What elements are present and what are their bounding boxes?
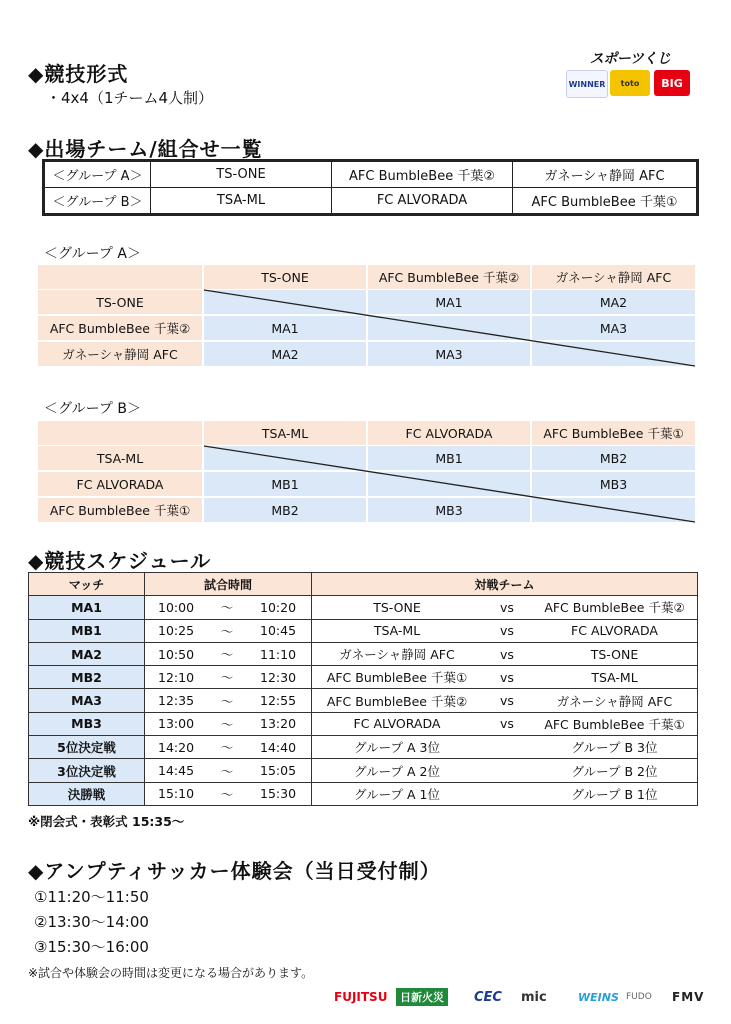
match-name: 3位決定戦 <box>29 759 145 782</box>
time-tilde: 〜 <box>220 600 234 616</box>
grid-row-header: TSA-ML <box>38 446 202 470</box>
end-time: 15:05 <box>260 763 297 779</box>
match-teams <box>312 759 698 782</box>
away-team: グループ B 2位 <box>571 763 658 779</box>
grid-diagonal-line <box>38 265 695 367</box>
vs-label: vs <box>500 669 514 685</box>
start-time: 15:10 <box>158 786 195 802</box>
time-tilde: 〜 <box>220 670 234 686</box>
start-time: 10:00 <box>158 599 195 615</box>
grid-row-header: AFC BumbleBee 千葉② <box>38 316 202 340</box>
match-teams <box>312 712 698 735</box>
start-time: 13:00 <box>158 716 195 732</box>
header-match: マッチ <box>29 573 145 596</box>
match-time <box>145 736 312 759</box>
grid-match-cell: MB3 <box>368 498 530 522</box>
sponsor-fujitsu: FUJITSU <box>334 990 388 1004</box>
end-time: 14:40 <box>260 739 297 755</box>
end-time: 10:20 <box>260 599 297 615</box>
home-team: グループ A 2位 <box>354 763 440 779</box>
match-time <box>145 619 312 642</box>
away-team: FC ALVORADA <box>571 623 658 639</box>
sports-kuji-logo <box>566 48 692 100</box>
match-name: MB1 <box>29 619 145 642</box>
vs-label: vs <box>500 599 514 615</box>
away-team: AFC BumbleBee 千葉① <box>544 716 685 732</box>
home-team: AFC BumbleBee 千葉② <box>326 693 468 709</box>
match-teams <box>312 782 698 805</box>
time-tilde: 〜 <box>220 716 234 732</box>
table-row <box>29 736 698 759</box>
start-time: 14:20 <box>158 739 195 755</box>
start-time: 12:10 <box>158 669 195 685</box>
grid-match-cell: MA1 <box>368 290 530 314</box>
match-time <box>145 596 312 619</box>
logo-title: スポーツくじ <box>589 51 671 67</box>
sponsor-cec: CEC <box>474 989 502 1005</box>
home-team: FC ALVORADA <box>353 716 441 732</box>
team-cell: FC ALVORADA <box>332 188 513 214</box>
vs-label: vs <box>500 693 514 709</box>
match-teams <box>312 619 698 642</box>
grid-match-cell: MB2 <box>532 446 695 470</box>
home-team: AFC BumbleBee 千葉① <box>326 670 468 686</box>
experience-title: ◆アンプティサッカー体験会（当日受付制） <box>28 859 441 883</box>
match-name: MA3 <box>29 689 145 712</box>
grid-match-cell: MA2 <box>204 342 366 366</box>
match-time <box>145 712 312 735</box>
match-name: MB3 <box>29 712 145 735</box>
start-time: 14:45 <box>158 763 195 779</box>
sponsor-mic: mic <box>521 989 547 1005</box>
format-title: ◆競技形式 <box>28 62 129 86</box>
match-time <box>145 642 312 665</box>
match-name: MB2 <box>29 666 145 689</box>
experience-time-3: ③15:30〜16:00 <box>34 938 149 956</box>
table-row <box>29 712 698 735</box>
match-teams <box>312 736 698 759</box>
match-name: 決勝戦 <box>29 782 145 805</box>
teams-title: ◆出場チーム/組合せ一覧 <box>28 137 263 161</box>
start-time: 10:50 <box>158 646 195 662</box>
match-teams <box>312 642 698 665</box>
grid-match-cell: MA3 <box>532 316 695 340</box>
away-team: AFC BumbleBee 千葉② <box>544 600 685 616</box>
group-a-grid <box>38 265 695 367</box>
time-tilde: 〜 <box>220 740 234 756</box>
team-cell: TS-ONE <box>151 162 332 188</box>
teams-table <box>44 161 697 214</box>
schedule-title: ◆競技スケジュール <box>28 549 212 573</box>
time-tilde: 〜 <box>220 693 234 709</box>
time-tilde: 〜 <box>220 763 234 779</box>
sponsor-fudo: FUDO <box>626 992 652 1002</box>
group-b-grid <box>38 421 695 523</box>
grid-col-header: AFC BumbleBee 千葉② <box>368 265 530 289</box>
team-cell: TSA-ML <box>151 188 332 214</box>
grid-row-header: TS-ONE <box>38 290 202 314</box>
schedule-header-row <box>29 573 698 596</box>
grid-match-cell: MB3 <box>532 472 695 496</box>
header-time: 試合時間 <box>145 573 312 596</box>
home-team: グループ A 1位 <box>354 786 440 802</box>
group-label: ＜グループ A＞ <box>45 162 151 188</box>
logo-badge-toto: toto <box>610 70 650 96</box>
grid-match-cell: MB1 <box>368 446 530 470</box>
grid-match-cell: MA3 <box>368 342 530 366</box>
team-cell: AFC BumbleBee 千葉① <box>513 188 697 214</box>
grid-col-header: ガネーシャ静岡 AFC <box>532 265 695 289</box>
table-row <box>29 596 698 619</box>
vs-label: vs <box>500 646 514 662</box>
grid-row-header: ガネーシャ静岡 AFC <box>38 342 202 366</box>
end-time: 12:30 <box>260 669 297 685</box>
table-row <box>29 619 698 642</box>
start-time: 12:35 <box>158 693 195 709</box>
match-teams <box>312 689 698 712</box>
match-time <box>145 759 312 782</box>
end-time: 12:55 <box>260 693 297 709</box>
grid-col-header: TSA-ML <box>204 421 366 445</box>
table-row <box>29 642 698 665</box>
away-team: ガネーシャ静岡 AFC <box>556 693 673 709</box>
match-time <box>145 782 312 805</box>
experience-time-2: ②13:30〜14:00 <box>34 913 149 931</box>
match-name: MA1 <box>29 596 145 619</box>
away-team: TS-ONE <box>590 646 639 662</box>
home-team: グループ A 3位 <box>354 740 440 756</box>
grid-col-header: TS-ONE <box>204 265 366 289</box>
home-team: TS-ONE <box>373 599 421 615</box>
end-time: 15:30 <box>260 786 297 802</box>
grid-match-cell: MB1 <box>204 472 366 496</box>
sponsor-fmv: FMV <box>672 990 705 1004</box>
time-tilde: 〜 <box>220 786 234 802</box>
vs-label: vs <box>500 716 514 732</box>
schedule-table <box>28 572 698 806</box>
table-row <box>29 759 698 782</box>
time-tilde: 〜 <box>220 623 234 639</box>
table-row <box>29 666 698 689</box>
match-time <box>145 689 312 712</box>
match-name: MA2 <box>29 642 145 665</box>
grid-col-header: FC ALVORADA <box>368 421 530 445</box>
closing-note: ※閉会式・表彰式 15:35〜 <box>28 814 185 829</box>
match-teams <box>312 596 698 619</box>
team-cell: ガネーシャ静岡 AFC <box>513 162 697 188</box>
table-row <box>29 782 698 805</box>
away-team: グループ B 3位 <box>571 740 658 756</box>
end-time: 13:20 <box>260 716 297 732</box>
home-team: TSA-ML <box>373 623 421 639</box>
grid-col-header: AFC BumbleBee 千葉① <box>532 421 695 445</box>
group-label: ＜グループ B＞ <box>45 188 151 214</box>
away-team: グループ B 1位 <box>571 786 658 802</box>
vs-label: vs <box>500 623 514 639</box>
home-team: ガネーシャ静岡 AFC <box>339 647 455 663</box>
grid-row-header: FC ALVORADA <box>38 472 202 496</box>
table-row <box>45 162 697 188</box>
away-team: TSA-ML <box>591 669 638 685</box>
table-row <box>45 188 697 214</box>
end-time: 10:45 <box>260 623 297 639</box>
grid-match-cell: MA1 <box>204 316 366 340</box>
match-teams <box>312 666 698 689</box>
grid-match-cell: MA2 <box>532 290 695 314</box>
group-a-label: ＜グループ A＞ <box>44 246 141 262</box>
sponsor-weins: WEINS <box>578 990 619 1004</box>
experience-note: ※試合や体験会の時間は変更になる場合があります。 <box>28 966 314 980</box>
logo-badge-big: BIG <box>654 70 690 96</box>
header-teams: 対戦チーム <box>312 573 698 596</box>
experience-time-1: ①11:20〜11:50 <box>34 888 149 906</box>
team-cell: AFC BumbleBee 千葉② <box>332 162 513 188</box>
sponsor-nisshin: 日新火災 <box>396 988 448 1006</box>
format-text: ・4x4（1チーム4人制） <box>46 89 214 107</box>
grid-row-header: AFC BumbleBee 千葉① <box>38 498 202 522</box>
group-b-label: ＜グループ B＞ <box>44 401 141 417</box>
grid-match-cell: MB2 <box>204 498 366 522</box>
end-time: 11:10 <box>260 646 297 662</box>
table-row <box>29 689 698 712</box>
match-time <box>145 666 312 689</box>
start-time: 10:25 <box>158 623 195 639</box>
time-tilde: 〜 <box>220 647 234 663</box>
match-name: 5位決定戦 <box>29 736 145 759</box>
grid-diagonal-line <box>38 421 695 523</box>
logo-badge-winner: WINNER <box>566 70 608 98</box>
